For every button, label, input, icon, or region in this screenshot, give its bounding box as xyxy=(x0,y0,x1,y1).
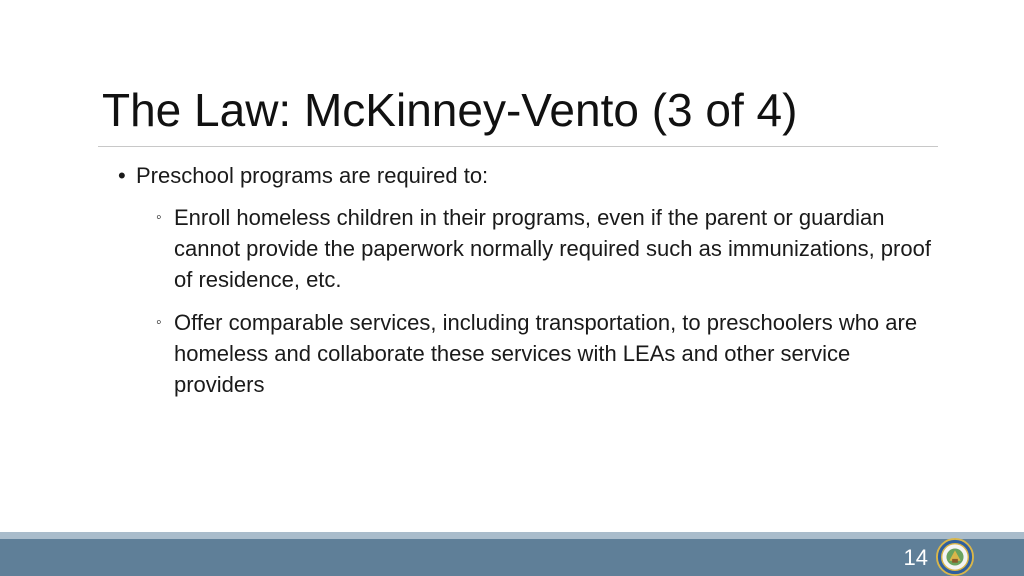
sub-bullet-marker: ◦ xyxy=(156,314,162,331)
footer-stripe xyxy=(0,532,1024,539)
bullet-text: Preschool programs are required to: xyxy=(136,163,489,188)
title-divider xyxy=(98,146,938,147)
slide-title: The Law: McKinney-Vento (3 of 4) xyxy=(102,84,798,136)
sub-bullet-text: Offer comparable services, including transportation, to preschoolers who are homeless and collaborate these services with LEAs and other service providers xyxy=(174,310,918,397)
department-seal-icon xyxy=(936,538,974,576)
page-number: 14 xyxy=(903,545,928,570)
footer-band xyxy=(0,539,1024,576)
sub-bullet-list xyxy=(118,202,938,400)
sub-bullet-marker: ◦ xyxy=(156,209,162,226)
sub-bullet-text: Enroll homeless children in their programs, even if the parent or guardian cannot provide the paperwork normally required such as immunizations, proof of residence, etc. xyxy=(174,205,931,292)
bullet-marker: • xyxy=(118,163,126,188)
sub-bullet-enroll xyxy=(156,202,938,295)
bullet-preschool xyxy=(118,162,938,190)
sub-bullet-services xyxy=(156,307,938,400)
slide-body xyxy=(118,162,938,412)
